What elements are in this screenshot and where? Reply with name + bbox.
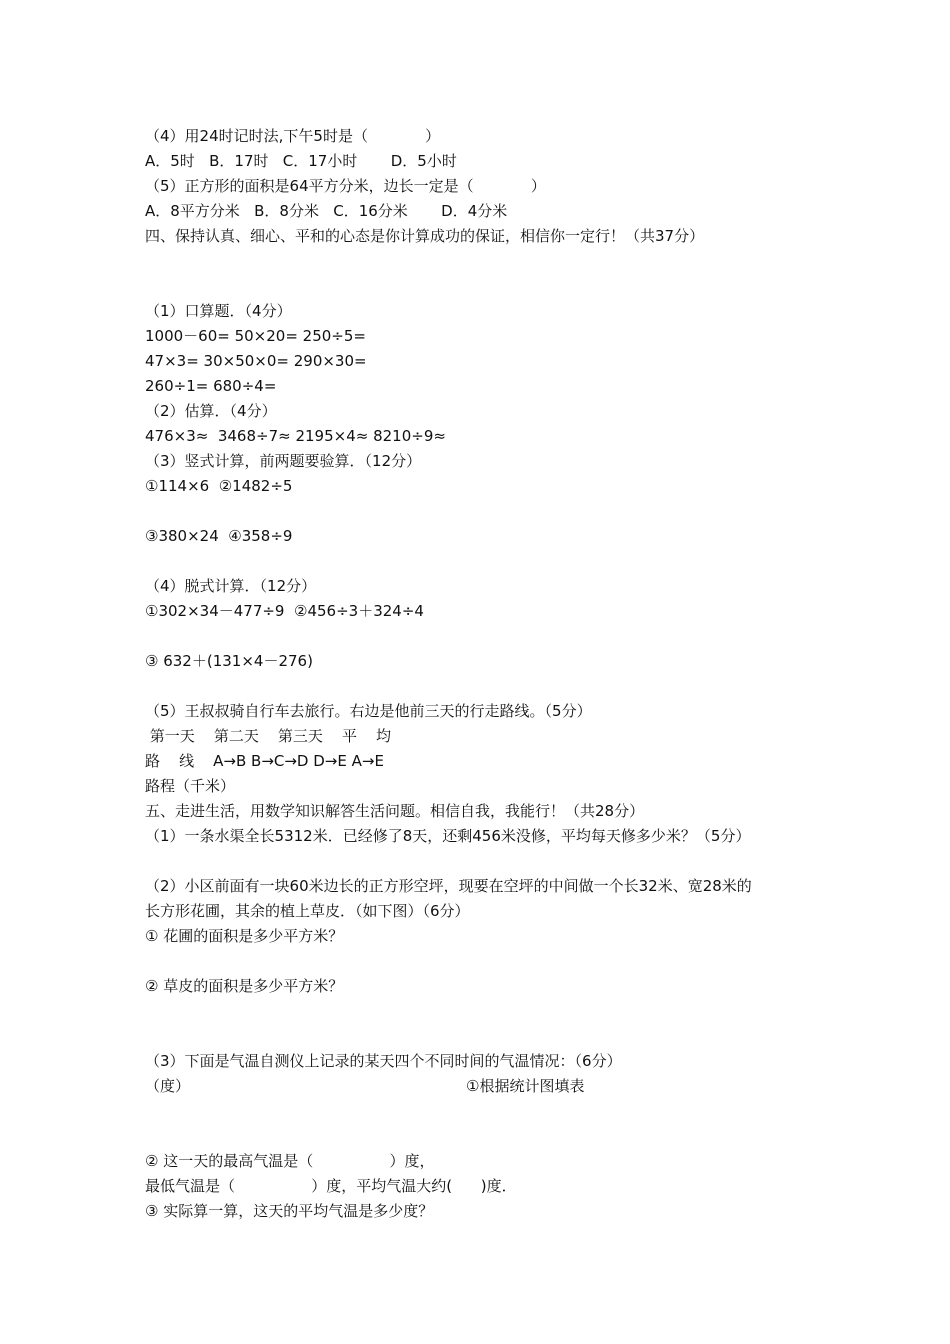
oral-calc-row-2: 47×3= 30×50×0= 290×30= xyxy=(145,352,367,370)
temperature-question: （3）下面是气温自测仪上记录的某天四个不同时间的气温情况：（6分） xyxy=(145,1052,622,1070)
bike-trip-route-row: 路 线 A→B B→C→D D→E A→E xyxy=(145,752,384,770)
question-4-options: A．5时 B．17时 C．17小时 D．5小时 xyxy=(145,152,457,170)
oral-calc-title: （1）口算题．（4分） xyxy=(145,302,292,320)
garden-subquestion-2: ② 草皮的面积是多少平方米？ xyxy=(145,977,344,995)
vertical-calc-row-1: ①114×6 ②1482÷5 xyxy=(145,477,293,495)
oral-calc-row-3: 260÷1= 680÷4= xyxy=(145,377,277,395)
temperature-subquestion-2: ② 这一天的最高气温是（ ）度， xyxy=(145,1152,435,1170)
temperature-subquestion-3: ③ 实际算一算，这天的平均气温是多少度？ xyxy=(145,1202,434,1220)
temperature-subquestion-1: ①根据统计图填表 xyxy=(466,1077,585,1095)
bike-trip-distance-row: 路程（千米） xyxy=(145,777,236,795)
oral-calc-row-1: 1000－60= 50×20= 250÷5= xyxy=(145,327,366,345)
step-calc-row-2: ③ 632＋(131×4－276) xyxy=(145,652,313,670)
estimate-title: （2）估算．（4分） xyxy=(145,402,277,420)
question-5-square-area: （5）正方形的面积是64平方分米，边长一定是（ ） xyxy=(145,177,546,195)
temperature-axis-unit: （度） xyxy=(145,1077,191,1095)
vertical-calc-row-2: ③380×24 ④358÷9 xyxy=(145,527,293,545)
bike-trip-question: （5）王叔叔骑自行车去旅行。右边是他前三天的行走路线。（5分） xyxy=(145,702,592,720)
question-5-options: A．8平方分米 B．8分米 C．16分米 D．4分米 xyxy=(145,202,508,220)
bike-trip-table-header: 第一天 第二天 第三天 平 均 xyxy=(145,727,392,745)
step-calc-title: （4）脱式计算．（12分） xyxy=(145,577,317,595)
garden-subquestion-1: ① 花圃的面积是多少平方米？ xyxy=(145,927,344,945)
vertical-calc-title: （3）竖式计算，前两题要验算．（12分） xyxy=(145,452,422,470)
step-calc-row-1: ①302×34－477÷9 ②456÷3＋324÷4 xyxy=(145,602,424,620)
section-5-heading: 五、走进生活，用数学知识解答生活问题。相信自我，我能行！（共28分） xyxy=(145,802,645,820)
temperature-lowest-average: 最低气温是（ ）度，平均气温大约( )度． xyxy=(145,1177,517,1195)
estimate-row: 476×3≈ 3468÷7≈ 2195×4≈ 8210÷9≈ xyxy=(145,427,446,445)
canal-question: （1）一条水渠全长5312米．已经修了8天，还剩456米没修，平均每天修多少米？（5分） xyxy=(145,827,751,845)
question-4-24h-time: （4）用24时记时法,下午5时是（ ） xyxy=(145,127,441,145)
section-4-heading: 四、保持认真、细心、平和的心态是你计算成功的保证，相信你一定行！（共37分） xyxy=(145,227,705,245)
garden-question-line-1: （2）小区前面有一块60米边长的正方形空坪，现要在空坪的中间做一个长32米、宽28米的 xyxy=(145,877,752,895)
garden-question-line-2: 长方形花圃，其余的植上草皮．（如下图）（6分） xyxy=(145,902,470,920)
